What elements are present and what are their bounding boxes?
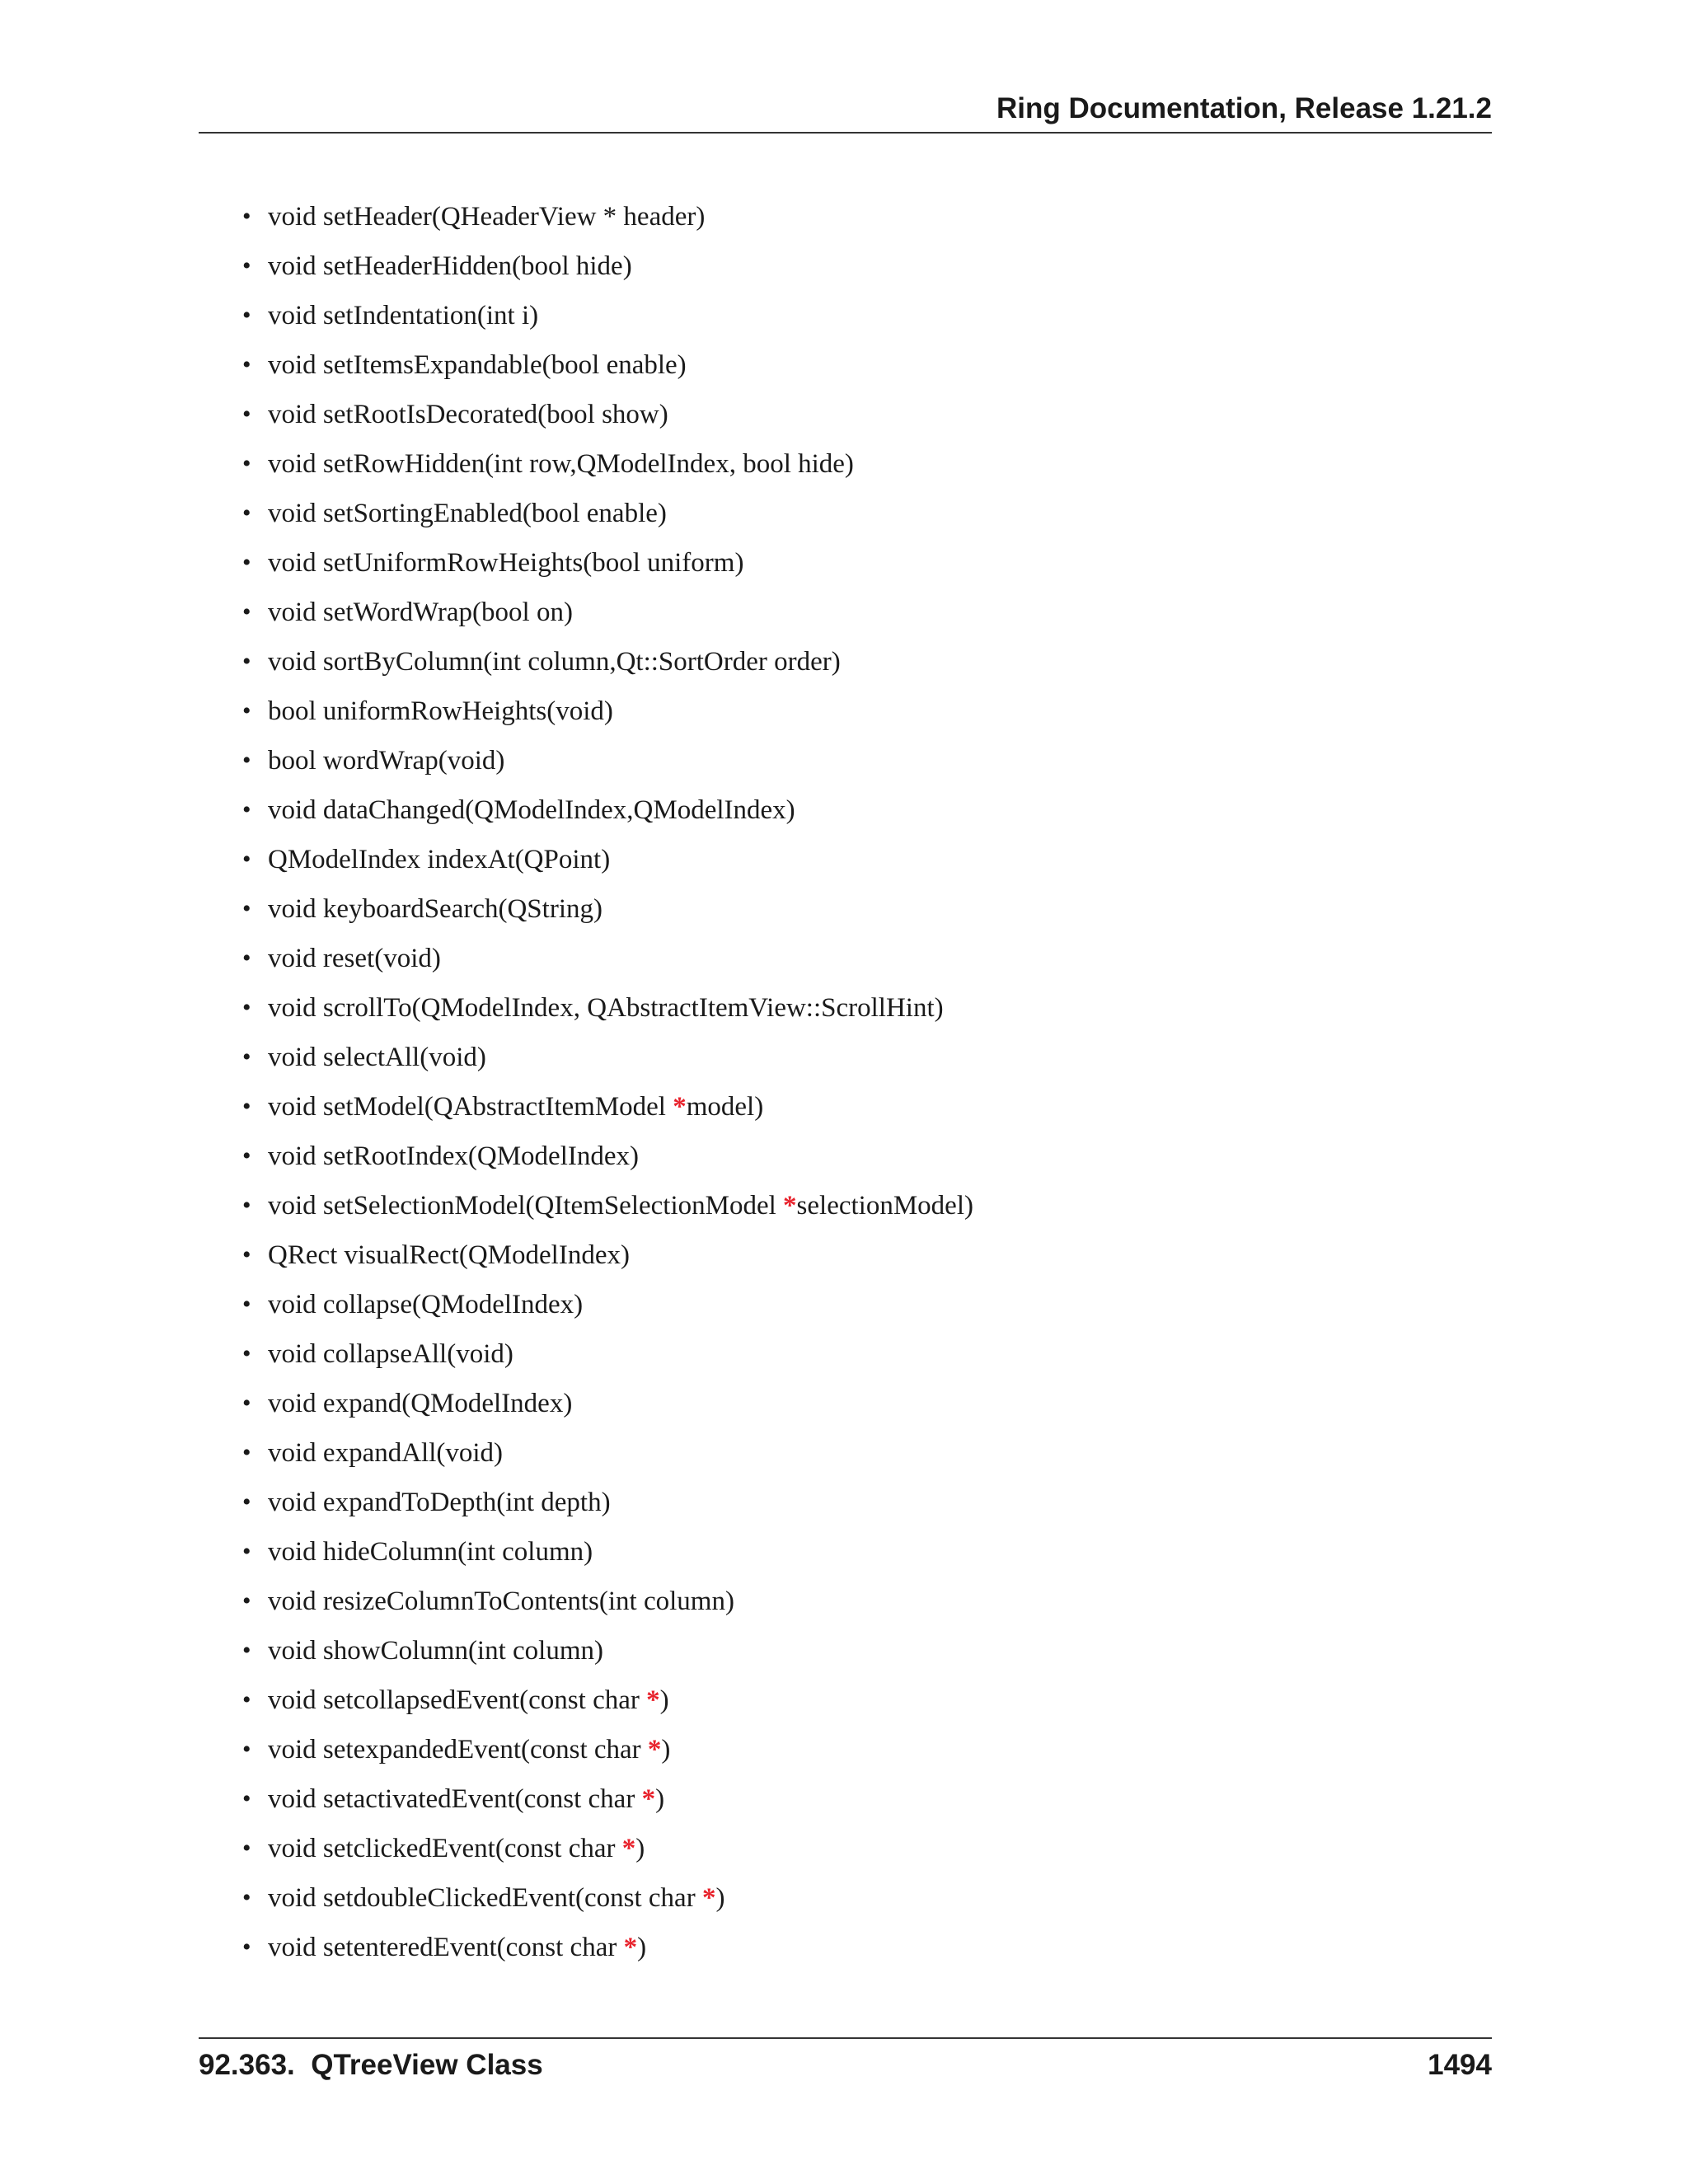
bullet-icon: • (242, 1637, 251, 1664)
method-signature (268, 295, 538, 336)
pointer-asterisk: * (641, 1784, 656, 1814)
method-text: void collapseAll(void) (268, 1339, 513, 1369)
bullet-icon: • (242, 1093, 251, 1120)
pointer-asterisk: * (647, 1735, 662, 1765)
method-signature (268, 1284, 583, 1325)
bullet-icon: • (242, 598, 251, 626)
method-text: void selectAll(void) (268, 1043, 486, 1072)
method-signature (268, 196, 705, 237)
method-text: void expand(QModelIndex) (268, 1389, 573, 1418)
method-text: QRect visualRect(QModelIndex) (268, 1240, 630, 1270)
method-text: void setModel(QAbstractItemModel (268, 1092, 673, 1122)
bullet-icon: • (242, 1835, 251, 1862)
pointer-asterisk: * (673, 1092, 687, 1122)
bullet-icon: • (242, 499, 251, 527)
method-signature (268, 592, 573, 633)
bullet-icon: • (242, 1686, 251, 1713)
method-text: void setHeader(QHeaderView * header) (268, 202, 706, 232)
bullet-icon: • (242, 1785, 251, 1812)
method-signature (268, 1828, 645, 1869)
method-text: void showColumn(int column) (268, 1636, 603, 1666)
method-signature (268, 1333, 513, 1375)
method-text: void setenteredEvent(const char (268, 1933, 624, 1962)
method-text-tail: selectionModel) (796, 1191, 973, 1221)
bullet-icon: • (242, 450, 251, 477)
method-text: void setSelectionModel(QItemSelectionModel (268, 1191, 784, 1221)
method-text: void expandToDepth(int depth) (268, 1488, 611, 1517)
method-text: void setWordWrap(bool on) (268, 598, 573, 627)
method-text: QModelIndex indexAt(QPoint) (268, 845, 611, 874)
method-signature (268, 888, 603, 930)
method-text: void setRootIsDecorated(bool show) (268, 400, 668, 429)
document-title: Ring Documentation, Release 1.21.2 (996, 92, 1492, 124)
method-signature (268, 1037, 486, 1078)
method-text: void dataChanged(QModelIndex,QModelIndex) (268, 795, 795, 825)
method-text: void keyboardSearch(QString) (268, 894, 603, 924)
page-number: 1494 (1428, 2049, 1492, 2081)
method-signature (268, 443, 854, 485)
method-text: void sortByColumn(int column,Qt::SortOrder order) (268, 647, 841, 677)
bullet-icon: • (242, 549, 251, 576)
method-signature (268, 1779, 664, 1820)
bullet-icon: • (242, 895, 251, 922)
method-signature (268, 1630, 603, 1671)
method-text: bool wordWrap(void) (268, 746, 505, 776)
bullet-icon: • (242, 1587, 251, 1615)
method-signature (268, 1531, 593, 1572)
bullet-icon: • (242, 1340, 251, 1367)
pointer-asterisk: * (623, 1933, 638, 1962)
method-signature (268, 1383, 572, 1424)
bullet-icon: • (242, 796, 251, 823)
method-text: void expandAll(void) (268, 1438, 504, 1468)
method-signature (268, 1680, 669, 1721)
method-text-tail: model) (686, 1092, 764, 1122)
method-signature (268, 542, 743, 583)
method-text: void setRootIndex(QModelIndex) (268, 1141, 639, 1171)
method-signature (268, 641, 841, 682)
method-text: void setIndentation(int i) (268, 301, 539, 330)
method-signature (268, 1729, 670, 1770)
method-text: void setRowHidden(int row,QModelIndex, bool hide) (268, 449, 854, 479)
bullet-icon: • (242, 302, 251, 329)
method-text-tail: ) (635, 1834, 645, 1863)
bullet-icon: • (242, 1142, 251, 1169)
method-signature (268, 938, 441, 979)
bullet-icon: • (242, 944, 251, 972)
pointer-asterisk: * (701, 1883, 716, 1913)
bullet-icon: • (242, 846, 251, 873)
method-signature (268, 1235, 630, 1276)
method-signature (268, 246, 632, 287)
pointer-asterisk: * (621, 1834, 636, 1863)
method-signature (268, 1581, 734, 1622)
method-signature (268, 1482, 611, 1523)
method-signature (268, 691, 613, 732)
pointer-asterisk: * (646, 1685, 660, 1715)
method-signature (268, 839, 610, 880)
method-text: void reset(void) (268, 944, 441, 973)
bullet-icon: • (242, 203, 251, 230)
method-signature (268, 1185, 973, 1226)
bullet-icon: • (242, 401, 251, 428)
method-signature (268, 740, 504, 781)
bullet-icon: • (242, 1192, 251, 1219)
method-signature (268, 493, 667, 534)
method-text-tail: ) (715, 1883, 725, 1913)
bullet-icon: • (242, 994, 251, 1021)
method-signature (268, 1927, 646, 1968)
method-text: void collapse(QModelIndex) (268, 1290, 584, 1319)
page-header (199, 91, 1492, 134)
method-text-tail: ) (637, 1933, 647, 1962)
method-text: void setcollapsedEvent(const char (268, 1685, 647, 1715)
method-text: void setdoubleClickedEvent(const char (268, 1883, 702, 1913)
method-text: bool uniformRowHeights(void) (268, 696, 613, 726)
bullet-icon: • (242, 1488, 251, 1516)
method-signature (268, 394, 668, 435)
bullet-icon: • (242, 1736, 251, 1763)
method-text: void setexpandedEvent(const char (268, 1735, 648, 1765)
method-text: void scrollTo(QModelIndex, QAbstractItemView::ScrollHint) (268, 993, 944, 1023)
method-signature (268, 1432, 503, 1474)
bullet-icon: • (242, 648, 251, 675)
method-text-tail: ) (661, 1735, 671, 1765)
bullet-icon: • (242, 1538, 251, 1565)
method-text: void setHeaderHidden(bool hide) (268, 251, 632, 281)
method-signature (268, 1086, 763, 1127)
pointer-asterisk: * (783, 1191, 797, 1221)
method-text: void setSortingEnabled(bool enable) (268, 499, 667, 528)
method-text: void resizeColumnToContents(int column) (268, 1586, 734, 1616)
bullet-icon: • (242, 1043, 251, 1071)
method-text: void setactivatedEvent(const char (268, 1784, 642, 1814)
bullet-icon: • (242, 351, 251, 378)
method-text: void setclickedEvent(const char (268, 1834, 622, 1863)
method-text-tail: ) (659, 1685, 669, 1715)
bullet-icon: • (242, 1933, 251, 1961)
bullet-icon: • (242, 1439, 251, 1466)
bullet-icon: • (242, 697, 251, 724)
method-signature (268, 1877, 724, 1919)
bullet-icon: • (242, 252, 251, 279)
method-signature (268, 344, 687, 386)
section-title: 92.363. QTreeView Class (199, 2049, 543, 2081)
bullet-icon: • (242, 1884, 251, 1911)
method-signature (268, 1136, 639, 1177)
method-text: void setUniformRowHeights(bool uniform) (268, 548, 744, 578)
page-footer (199, 2037, 1492, 2088)
bullet-icon: • (242, 1390, 251, 1417)
method-text-tail: ) (655, 1784, 665, 1814)
bullet-icon: • (242, 1241, 251, 1268)
bullet-icon: • (242, 1291, 251, 1318)
method-text: void setItemsExpandable(bool enable) (268, 350, 687, 380)
method-signature (268, 790, 795, 831)
method-text: void hideColumn(int column) (268, 1537, 593, 1567)
bullet-icon: • (242, 747, 251, 774)
method-signature (268, 987, 944, 1029)
